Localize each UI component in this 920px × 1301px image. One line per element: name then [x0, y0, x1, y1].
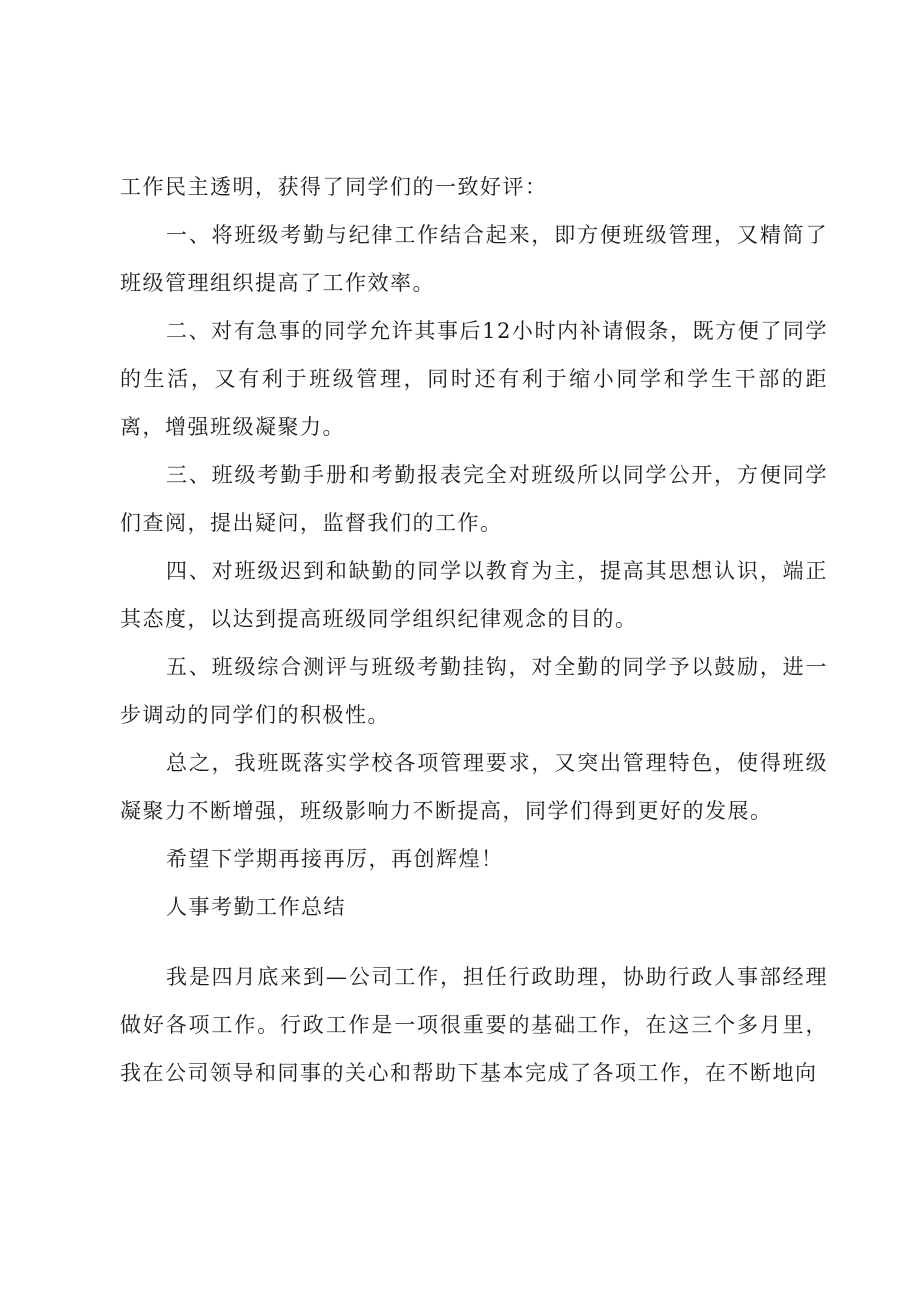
- paragraph-item-4: 四、对班级迟到和缺勤的同学以教育为主，提高其思想认识，端正其态度，以达到提高班级同学组织纪律观念的目的。: [120, 559, 828, 631]
- paragraph-continuation: 工作民主透明，获得了同学们的一致好评：: [120, 175, 548, 199]
- paragraph-item-3: 三、班级考勤手册和考勤报表完全对班级所以同学公开，方便同学们查阅，提出疑问，监督我们的工作。: [120, 463, 828, 535]
- paragraph-item-5: 五、班级综合测评与班级考勤挂钩，对全勤的同学予以鼓励，进一步调动的同学们的积极性。: [120, 655, 828, 727]
- paragraph-summary: 总之，我班既落实学校各项管理要求，又突出管理特色，使得班级凝聚力不断增强，班级影响力不断提高，同学们得到更好的发展。: [120, 751, 828, 823]
- section-title: 人事考勤工作总结: [166, 895, 346, 919]
- paragraph-item-2: 二、对有急事的同学允许其事后12小时内补请假条，既方便了同学的生活，又有利于班级管理，同时还有利于缩小同学和学生干部的距离，增强班级凝聚力。: [120, 319, 828, 439]
- paragraph-item-1: 一、将班级考勤与纪律工作结合起来，即方便班级管理，又精简了班级管理组织提高了工作效率。: [120, 223, 828, 295]
- section-paragraph: 我是四月底来到—公司工作，担任行政助理，协助行政人事部经理做好各项工作。行政工作是一项很重要的基础工作，在这三个多月里，我在公司领导和同事的关心和帮助下基本完成了各项工作，在不断地向: [120, 965, 828, 1085]
- paragraph-closing: 希望下学期再接再厉，再创辉煌！: [166, 847, 504, 871]
- document-body: [120, 163, 828, 1097]
